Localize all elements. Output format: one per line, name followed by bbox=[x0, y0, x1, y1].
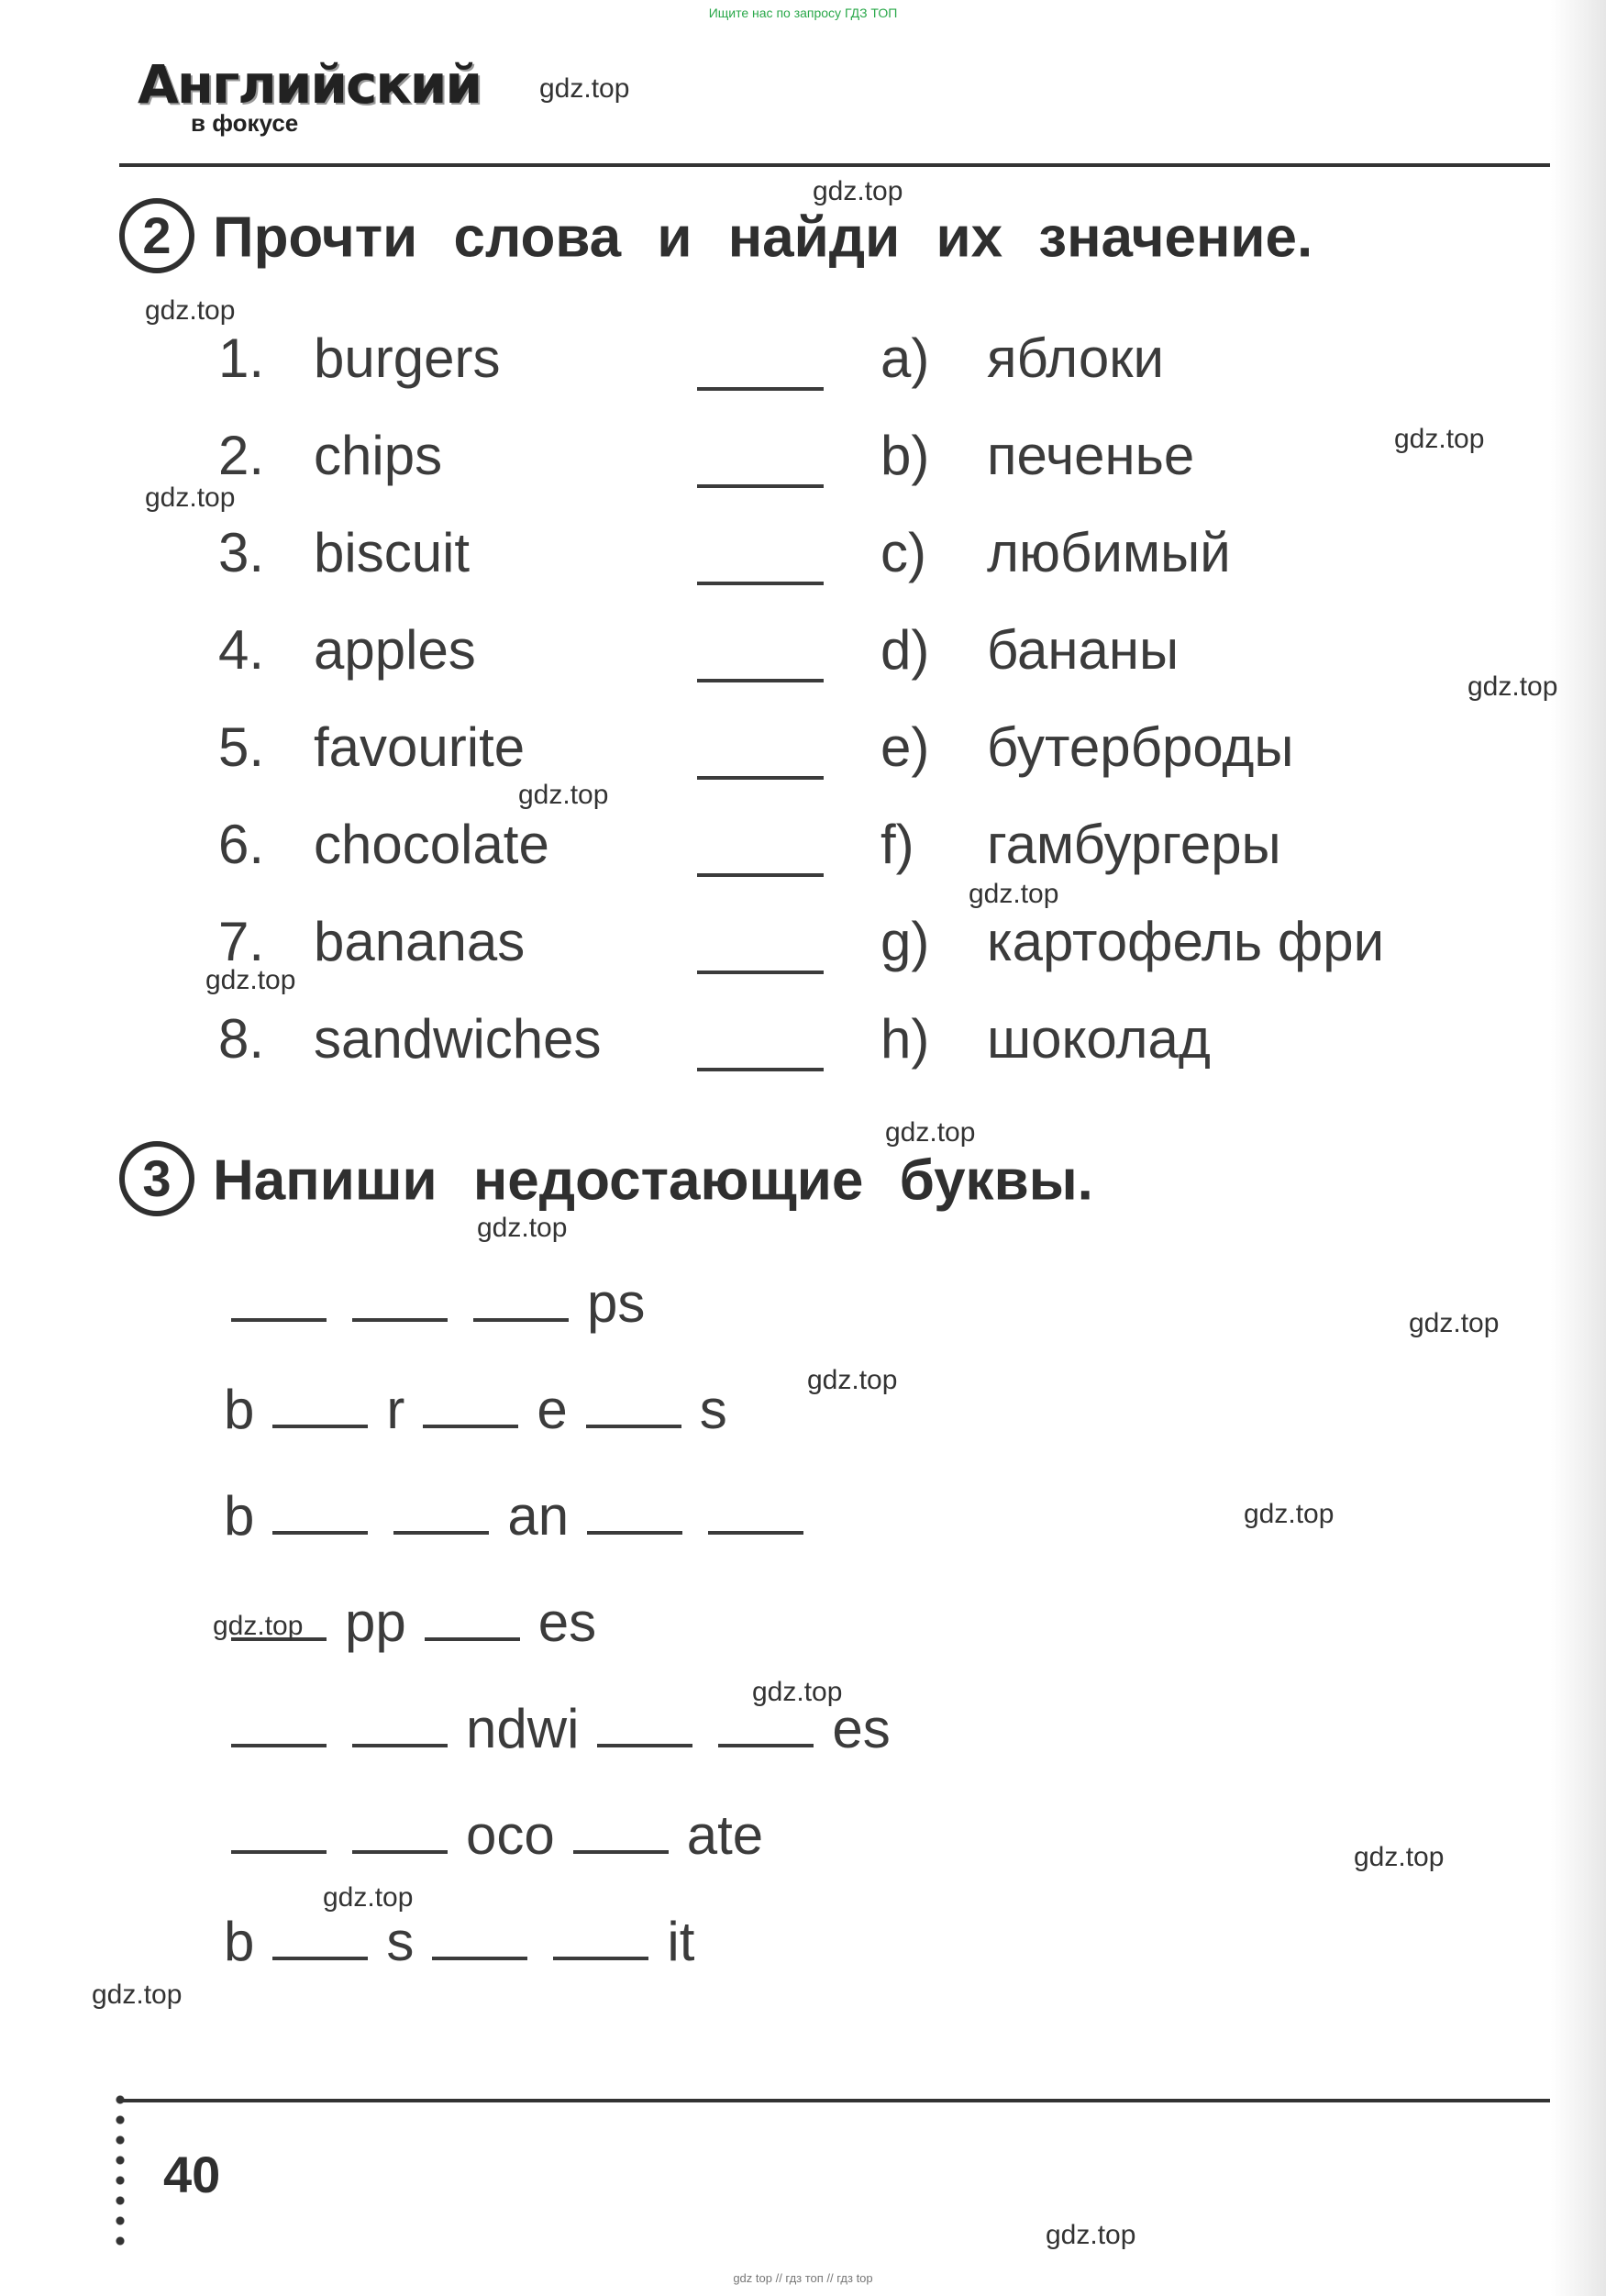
option-letter: f) bbox=[881, 814, 914, 875]
watermark-text: gdz.top bbox=[323, 1882, 414, 1913]
russian-meaning: бутерброды bbox=[987, 716, 1294, 778]
watermark-text: gdz.top bbox=[92, 1980, 183, 2010]
book-logo bbox=[138, 53, 482, 137]
exercise-2-heading bbox=[119, 204, 1312, 279]
letter-blank[interactable] bbox=[272, 1425, 368, 1428]
answer-blank[interactable] bbox=[697, 1068, 824, 1071]
answer-blank[interactable] bbox=[697, 582, 824, 585]
watermark-text: gdz.top bbox=[885, 1117, 976, 1148]
footer-banner: gdz top // гдз топ // гдз top bbox=[733, 2271, 873, 2285]
letter-blank[interactable] bbox=[272, 1531, 368, 1535]
exercise-3-number: 3 bbox=[119, 1141, 194, 1216]
row-number: 4. bbox=[218, 619, 265, 681]
fill-in-line bbox=[218, 1271, 650, 1335]
option-letter: e) bbox=[881, 716, 930, 778]
exercise-2-number: 2 bbox=[119, 198, 194, 273]
option-letter: g) bbox=[881, 911, 930, 972]
watermark-text: gdz.top bbox=[969, 879, 1059, 909]
fill-in-line bbox=[218, 1484, 816, 1547]
page-number: 40 bbox=[163, 2146, 221, 2203]
watermark-text: gdz.top bbox=[1244, 1499, 1335, 1529]
watermark-text: gdz.top bbox=[1409, 1308, 1500, 1338]
english-word: sandwiches bbox=[314, 1008, 602, 1070]
top-banner: Ищите нас по запросу ГДЗ ТОП bbox=[708, 6, 898, 20]
option-letter: b) bbox=[881, 425, 930, 486]
english-word: chocolate bbox=[314, 814, 549, 875]
letter-blank[interactable] bbox=[393, 1531, 489, 1535]
letter-blank[interactable] bbox=[272, 1957, 368, 1960]
watermark-text: gdz.top bbox=[1354, 1842, 1445, 1872]
answer-blank[interactable] bbox=[697, 679, 824, 682]
russian-meaning: картофель фри bbox=[987, 911, 1385, 972]
footer-dots bbox=[116, 2090, 125, 2246]
logo-title: Английский bbox=[138, 53, 482, 116]
watermark-text: gdz.top bbox=[1046, 2220, 1136, 2250]
letter-blank[interactable] bbox=[473, 1318, 569, 1322]
word-fragment: s bbox=[386, 1911, 415, 1972]
watermark-text: gdz.top bbox=[145, 295, 236, 326]
fill-in-line bbox=[218, 1378, 733, 1441]
watermark-text: gdz.top bbox=[1394, 424, 1485, 454]
word-fragment: b bbox=[224, 1485, 255, 1547]
word-fragment: oco bbox=[466, 1804, 555, 1866]
english-word: apples bbox=[314, 619, 476, 681]
word-fragment: b bbox=[224, 1911, 255, 1972]
row-number: 6. bbox=[218, 814, 265, 875]
word-fragment: es bbox=[537, 1592, 597, 1653]
fill-in-line bbox=[218, 1910, 700, 1973]
watermark-text: gdz.top bbox=[477, 1213, 568, 1243]
word-fragment: it bbox=[667, 1911, 695, 1972]
answer-blank[interactable] bbox=[697, 873, 824, 877]
watermark-text: gdz.top bbox=[205, 965, 296, 995]
answer-blank[interactable] bbox=[697, 776, 824, 780]
word-fragment: ps bbox=[587, 1272, 646, 1334]
letter-blank[interactable] bbox=[231, 1318, 327, 1322]
row-number: 3. bbox=[218, 522, 265, 583]
letter-blank[interactable] bbox=[432, 1957, 527, 1960]
fill-in-line bbox=[218, 1803, 769, 1867]
option-letter: d) bbox=[881, 619, 930, 681]
option-letter: h) bbox=[881, 1008, 930, 1070]
word-fragment: es bbox=[832, 1698, 891, 1759]
letter-blank[interactable] bbox=[425, 1637, 520, 1641]
exercise-3-heading bbox=[119, 1147, 1093, 1222]
word-fragment: e bbox=[537, 1379, 568, 1440]
row-number: 7. bbox=[218, 911, 265, 972]
watermark-text: gdz.top bbox=[813, 176, 903, 206]
word-fragment: ndwi bbox=[466, 1698, 580, 1759]
word-fragment: b bbox=[224, 1379, 255, 1440]
english-word: biscuit bbox=[314, 522, 471, 583]
letter-blank[interactable] bbox=[352, 1744, 448, 1747]
header-rule bbox=[119, 163, 1550, 167]
word-fragment: s bbox=[699, 1379, 727, 1440]
exercise-3-title: Напиши недостающие буквы. bbox=[213, 1148, 1093, 1213]
word-fragment: r bbox=[386, 1379, 405, 1440]
letter-blank[interactable] bbox=[423, 1425, 518, 1428]
letter-blank[interactable] bbox=[231, 1850, 327, 1854]
english-word: bananas bbox=[314, 911, 526, 972]
answer-blank[interactable] bbox=[697, 971, 824, 974]
exercise-2-title: Прочти слова и найди их значение. bbox=[213, 205, 1313, 270]
word-fragment: ate bbox=[686, 1804, 764, 1866]
letter-blank[interactable] bbox=[352, 1318, 448, 1322]
watermark-text: gdz.top bbox=[807, 1365, 898, 1395]
letter-blank[interactable] bbox=[597, 1744, 692, 1747]
english-word: chips bbox=[314, 425, 443, 486]
letter-blank[interactable] bbox=[231, 1744, 327, 1747]
letter-blank[interactable] bbox=[573, 1850, 669, 1854]
word-fragment: pp bbox=[345, 1592, 406, 1653]
row-number: 1. bbox=[218, 327, 265, 389]
letter-blank[interactable] bbox=[586, 1425, 681, 1428]
option-letter: c) bbox=[881, 522, 926, 583]
watermark-text: gdz.top bbox=[213, 1611, 304, 1641]
option-letter: a) bbox=[881, 327, 930, 389]
russian-meaning: печенье bbox=[987, 425, 1195, 486]
footer-rule bbox=[119, 2099, 1550, 2102]
answer-blank[interactable] bbox=[697, 387, 824, 391]
letter-blank[interactable] bbox=[587, 1531, 682, 1535]
watermark-text: gdz.top bbox=[752, 1677, 843, 1707]
letter-blank[interactable] bbox=[352, 1850, 448, 1854]
watermark-text: gdz.top bbox=[1468, 671, 1558, 702]
letter-blank[interactable] bbox=[708, 1531, 803, 1535]
russian-meaning: гамбургеры bbox=[987, 814, 1281, 875]
english-word: burgers bbox=[314, 327, 501, 389]
watermark-text: gdz.top bbox=[518, 780, 609, 810]
watermark-text: gdz.top bbox=[539, 73, 630, 104]
russian-meaning: шоколад bbox=[987, 1008, 1211, 1070]
word-fragment: an bbox=[507, 1485, 570, 1547]
russian-meaning: бананы bbox=[987, 619, 1180, 681]
row-number: 5. bbox=[218, 716, 265, 778]
letter-blank[interactable] bbox=[718, 1744, 814, 1747]
logo-subtitle: в фокусе bbox=[191, 109, 299, 137]
watermark-text: gdz.top bbox=[145, 482, 236, 513]
english-word: favourite bbox=[314, 716, 526, 778]
letter-blank[interactable] bbox=[553, 1957, 648, 1960]
page-edge-shadow bbox=[1551, 0, 1606, 2296]
answer-blank[interactable] bbox=[697, 484, 824, 488]
russian-meaning: любимый bbox=[987, 522, 1231, 583]
russian-meaning: яблоки bbox=[987, 327, 1164, 389]
row-number: 2. bbox=[218, 425, 265, 486]
row-number: 8. bbox=[218, 1008, 265, 1070]
